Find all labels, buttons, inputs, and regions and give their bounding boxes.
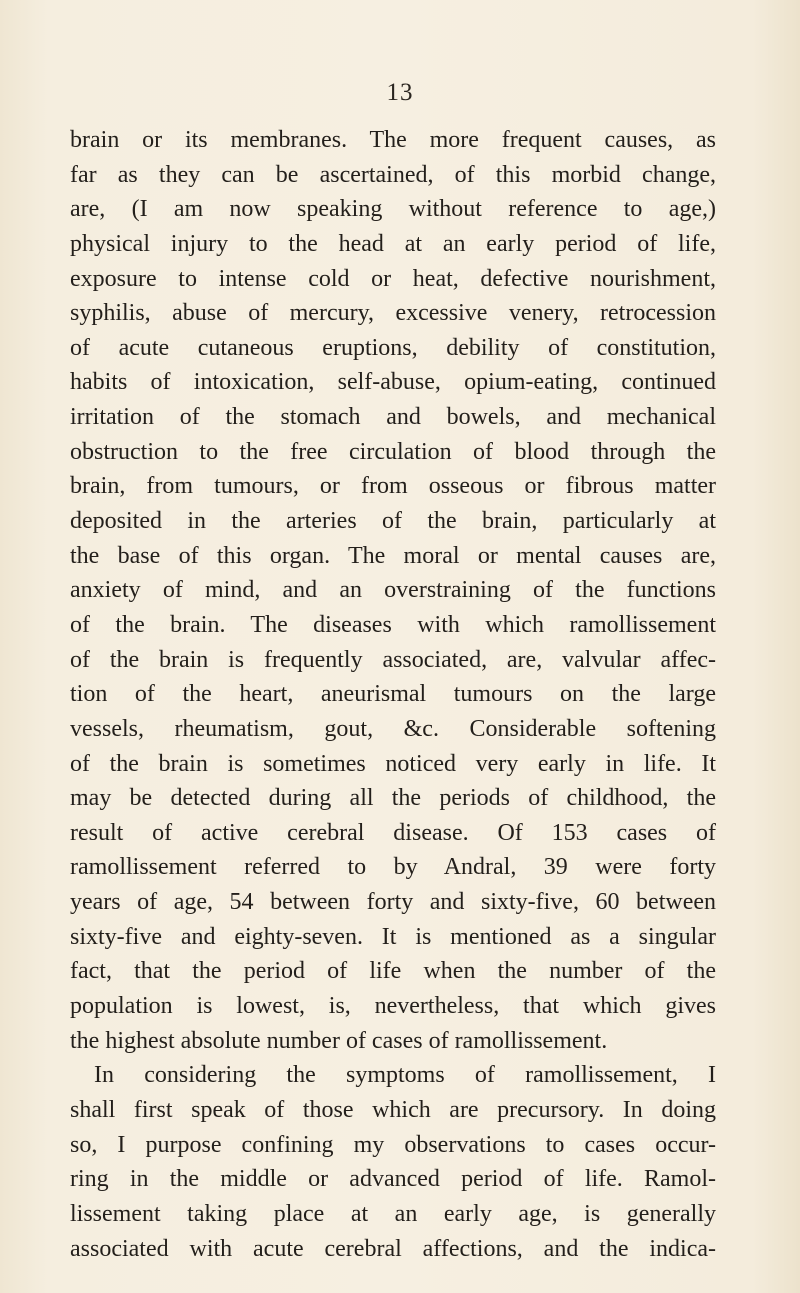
text-line: of acute cutaneous eruptions, debility of constitution, [70, 334, 716, 361]
text-line: brain, from tumours, or from osseous or fibrous matter [70, 473, 716, 500]
text-line: are, (I am now speaking without reference to age,) [70, 196, 716, 223]
text-line: In considering the symptoms of ramollissement, I [94, 1062, 716, 1089]
paragraph-2 [70, 1058, 716, 1266]
text-line: lissement taking place at an early age, is generally [70, 1200, 716, 1227]
text-line: so, I purpose confining my observations to cases occur- [70, 1131, 716, 1158]
body-text [70, 123, 716, 1266]
text-line: exposure to intense cold or heat, defective nourishment, [70, 265, 716, 292]
text-line: habits of intoxication, self-abuse, opium-eating, continued [70, 369, 716, 396]
text-line: associated with acute cerebral affections, and the indica- [70, 1235, 716, 1262]
text-line: far as they can be ascertained, of this morbid change, [70, 161, 716, 188]
text-line: ramollissement referred to by Andral, 39 were forty [70, 854, 716, 881]
text-line: shall first speak of those which are precursory. In doing [70, 1096, 716, 1123]
text-line: years of age, 54 between forty and sixty-five, 60 between [70, 889, 716, 916]
text-line: the base of this organ. The moral or mental causes are, [70, 542, 716, 569]
text-line: the highest absolute number of cases of ramollissement. [70, 1027, 608, 1054]
text-line: irritation of the stomach and bowels, and mechanical [70, 404, 716, 431]
text-line: obstruction to the free circulation of blood through the [70, 438, 716, 465]
text-line: sixty-five and eighty-seven. It is mentioned as a singular [70, 923, 716, 950]
text-line: anxiety of mind, and an overstraining of the functions [70, 577, 716, 604]
text-line: brain or its membranes. The more frequent causes, as [70, 127, 716, 153]
text-line: vessels, rheumatism, gout, &c. Considerable softening [70, 715, 716, 742]
text-line: deposited in the arteries of the brain, particularly at [70, 508, 716, 535]
text-line: ring in the middle or advanced period of life. Ramol- [70, 1166, 716, 1193]
text-line: syphilis, abuse of mercury, excessive venery, retrocession [70, 300, 716, 327]
text-line: fact, that the period of life when the number of the [70, 958, 716, 985]
text-line: population is lowest, is, nevertheless, that which gives [70, 993, 716, 1020]
page-number: 13 [386, 79, 414, 106]
text-line: physical injury to the head at an early period of life, [70, 230, 716, 257]
text-line: of the brain. The diseases with which ramollissement [70, 611, 716, 638]
paragraph-1 [70, 123, 716, 1058]
text-line: result of active cerebral disease. Of 153 cases of [70, 819, 716, 846]
text-line: of the brain is sometimes noticed very early in life. It [70, 750, 716, 777]
text-line: may be detected during all the periods of childhood, the [70, 785, 716, 812]
text-line: tion of the heart, aneurismal tumours on the large [70, 681, 716, 708]
text-line: of the brain is frequently associated, are, valvular affec- [70, 646, 716, 673]
